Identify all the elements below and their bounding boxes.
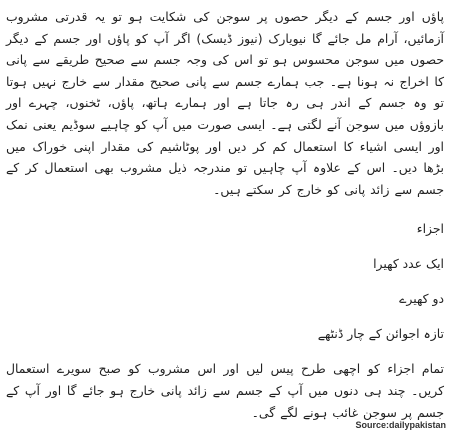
ingredient-item: تازہ اجوائن کے چار ڈنٹھے [317, 326, 444, 342]
article-method: تمام اجزاء کو اچھی طرح پیس لیں اور اس مشروب کو صبح سویرے استعمال کریں۔ چند ہی دنوں میں آپ کے جسم سے زائد پانی خارج ہو جائے گا اور آپ کے جسم پر سوجن غائب ہونے لگے گی۔ [6, 361, 444, 420]
article [6, 6, 444, 432]
article-intro: پاؤں اور جسم کے دیگر حصوں پر سوجن کی شکایت ہو تو یہ قدرتی مشروب آزمائیں، آرام مل جائے گا نیویارک (نیوز ڈیسک) اگر آپ کو پاؤں اور جسم کے دیگر حصوں میں سوجن محسوس ہو تو اس کی وجہ جسم سے صحیح طریقے سے پانی کا اخراج نہ ہونا ہے۔ جب ہمارے جسم سے پانی صحیح مقدار سے خارج نہیں ہوتا تو وہ جسم کے اندر ہی رہ جاتا ہے اور ہمارے ہاتھ، پاؤں، ٹخنوں، چہرے اور بازوؤں میں سوجن آنے لگتی ہے۔ ایسی صورت میں آپ کو چاہیے سوڈیم یعنی نمک اور ایسی اشیاء کا استعمال کم کر دیں اور پوٹاشیم کی مقدار اپنی خوراک میں بڑھا دیں۔ اس کے علاوہ آپ چاہیں تو مندرجہ ذیل مشروب بھی استعمال کر کے جسم سے زائد پانی کو خارج کر سکتے ہیں۔ [6, 9, 444, 197]
source-credit: Source:dailypakistan [355, 420, 446, 430]
ingredients-heading: اجزاء [416, 221, 444, 237]
ingredient-item: ایک عدد کھیرا [373, 256, 444, 272]
ingredient-item: دو کھیرے [399, 291, 444, 307]
